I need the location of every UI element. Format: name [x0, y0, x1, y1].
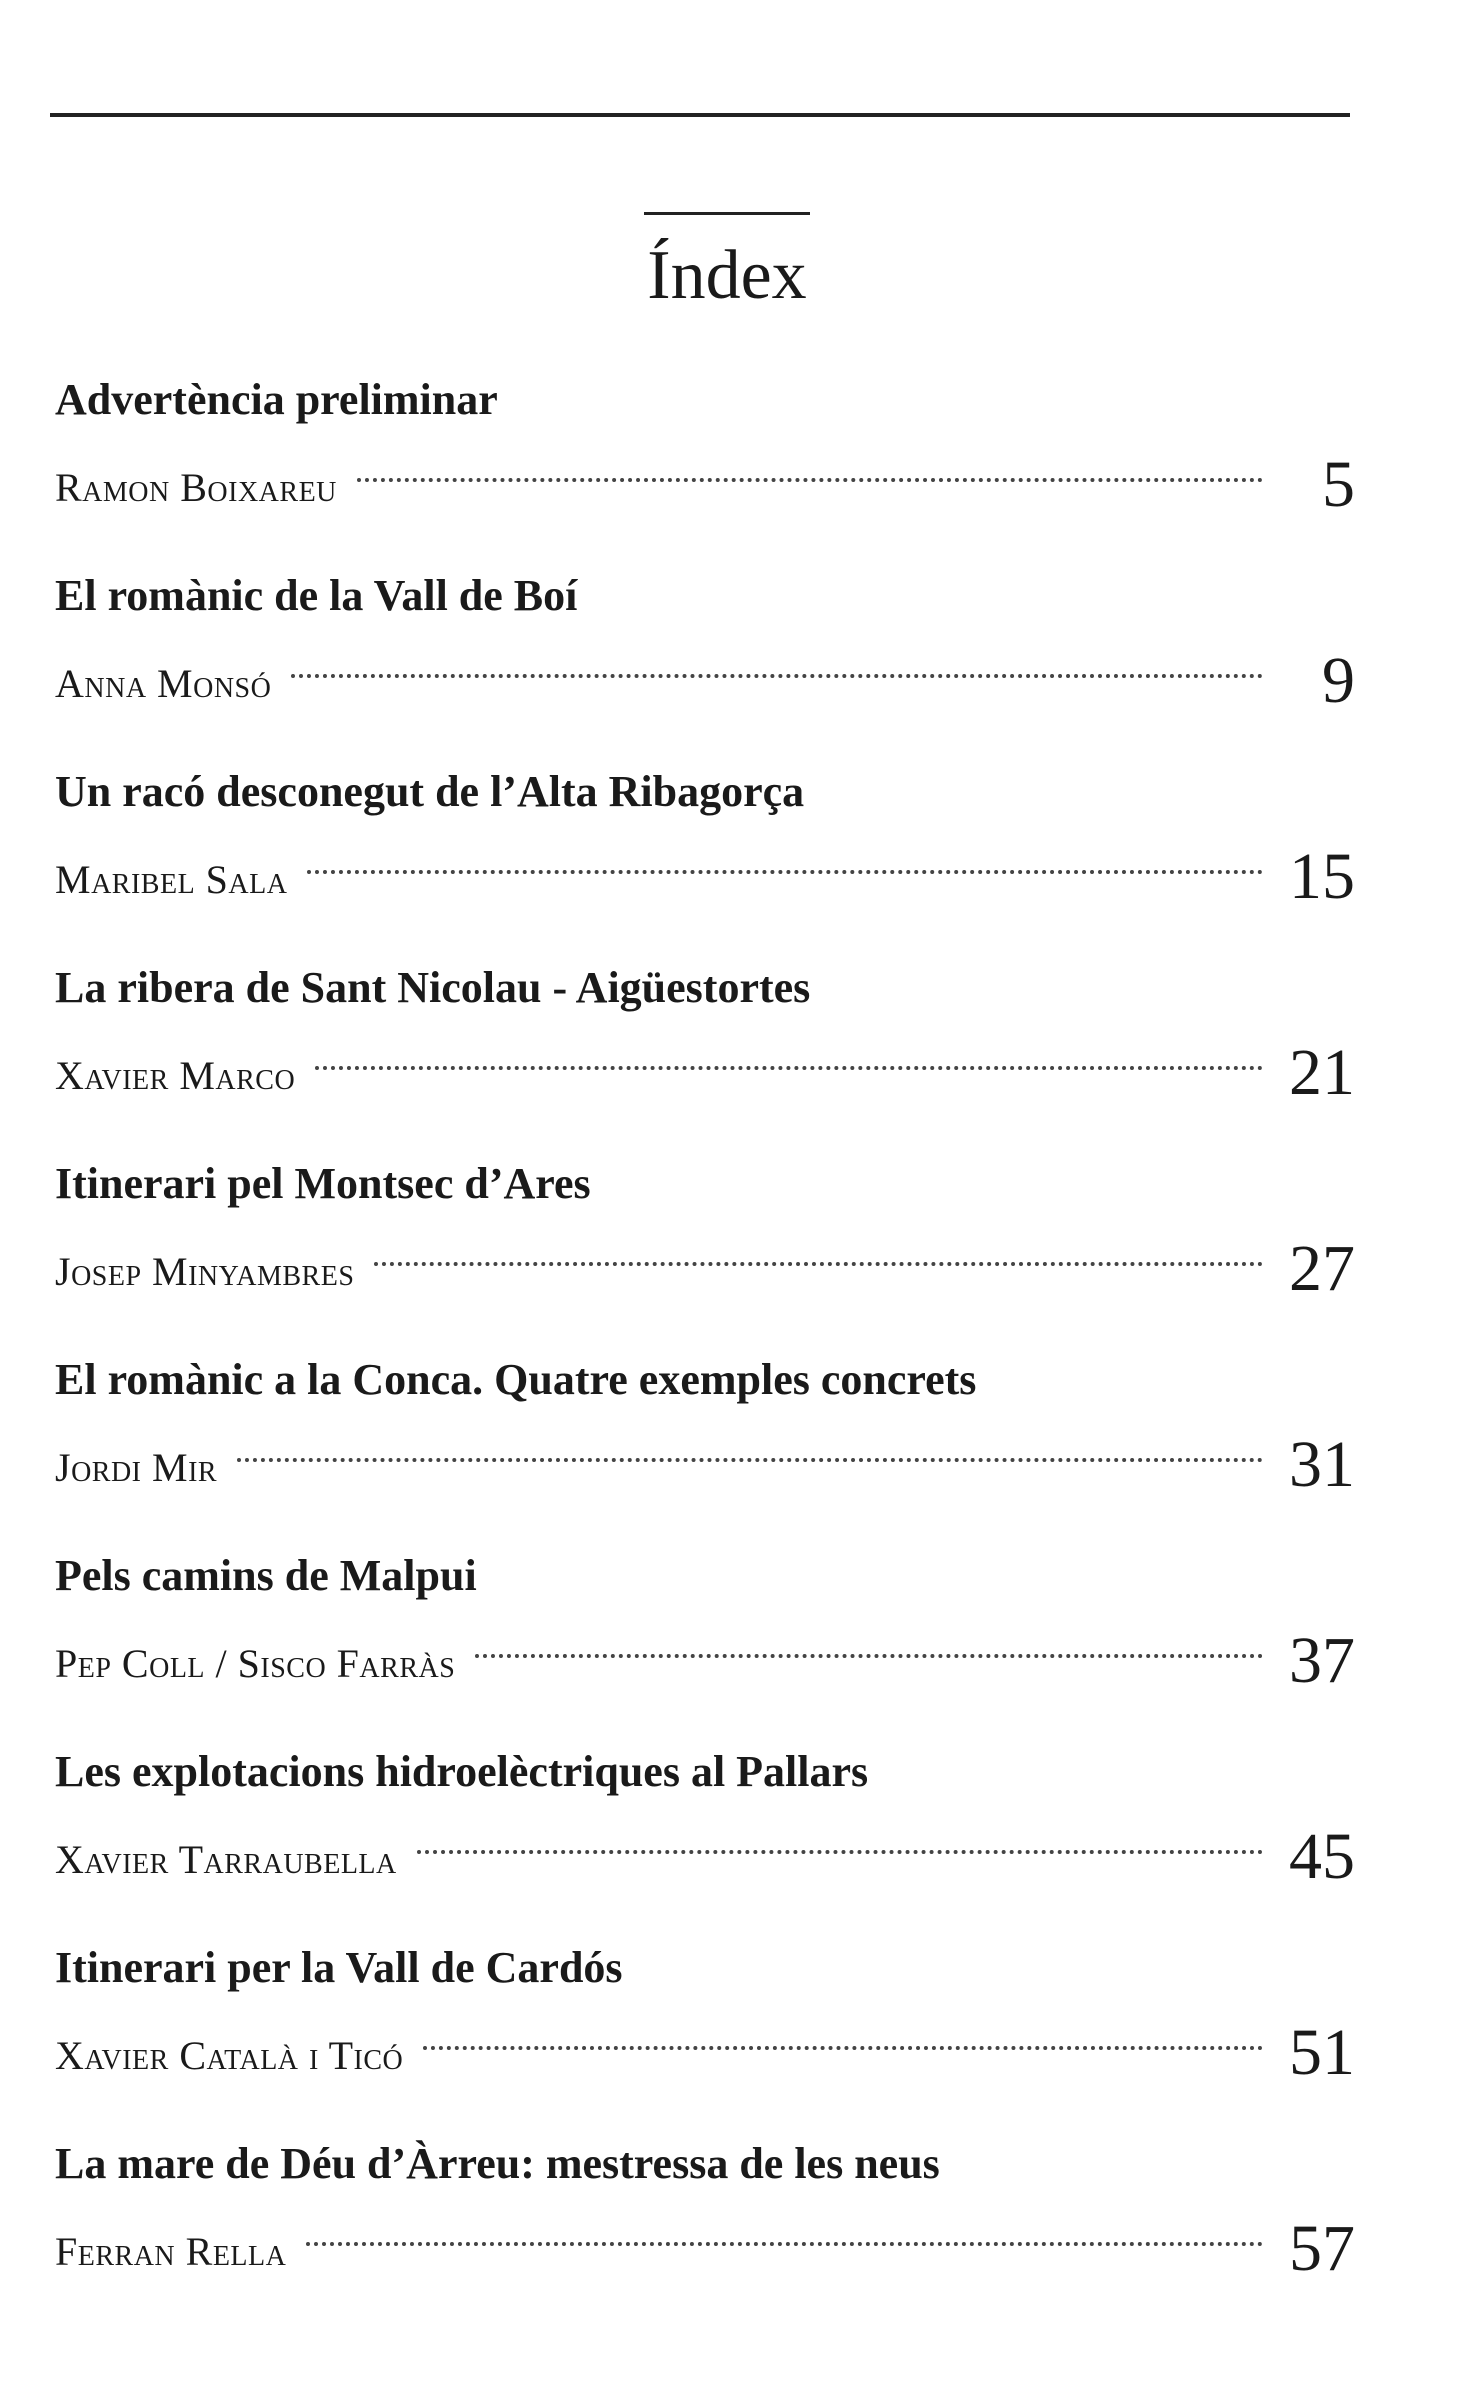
- dot-leader: [417, 1850, 1263, 1854]
- entry-title: El romànic de la Vall de Boí: [55, 571, 578, 620]
- title-rule: [644, 212, 810, 215]
- entry-author: Pep Coll / Sisco Farràs: [55, 1641, 456, 1686]
- entry-title: Advertència preliminar: [55, 375, 498, 424]
- toc-entry: [55, 2140, 1355, 2336]
- toc-entry: [55, 1160, 1355, 1356]
- entry-page-number: 27: [1289, 1232, 1355, 1305]
- entry-title: Pels camins de Malpui: [55, 1551, 477, 1600]
- dot-leader: [291, 674, 1263, 678]
- entry-page-number: 31: [1289, 1428, 1355, 1501]
- toc-entry: [55, 376, 1355, 572]
- dot-leader: [315, 1066, 1263, 1070]
- entry-author: Jordi Mir: [55, 1445, 218, 1490]
- toc-entry: [55, 1748, 1355, 1944]
- entry-title: Un racó desconegut de l’Alta Ribagorça: [55, 767, 805, 816]
- entry-author: Ramon Boixareu: [55, 465, 337, 510]
- title-block: [0, 212, 1466, 314]
- entry-page-number: 57: [1289, 2212, 1355, 2285]
- entry-author: Xavier Català i Ticó: [55, 2033, 404, 2078]
- entry-line: [55, 1814, 1355, 1894]
- entry-author: Anna Monsó: [55, 661, 272, 706]
- entry-page-number: 5: [1322, 448, 1355, 521]
- entry-line: [55, 2010, 1355, 2090]
- toc-entry: [55, 1356, 1355, 1552]
- entry-title: Itinerari per la Vall de Cardós: [55, 1943, 623, 1992]
- entry-page-number: 15: [1289, 840, 1355, 913]
- entry-page-number: 9: [1322, 644, 1355, 717]
- dot-leader: [423, 2046, 1263, 2050]
- entry-line: [55, 2206, 1355, 2286]
- toc-entry: [55, 1944, 1355, 2140]
- entry-title: La ribera de Sant Nicolau - Aigüestortes: [55, 963, 811, 1012]
- entry-line: [55, 1226, 1355, 1306]
- table-of-contents: [55, 376, 1355, 2336]
- entry-title: Itinerari pel Montsec d’Ares: [55, 1159, 591, 1208]
- entry-author: Xavier Marco: [55, 1053, 296, 1098]
- entry-page-number: 37: [1289, 1624, 1355, 1697]
- dot-leader: [307, 870, 1263, 874]
- entry-page-number: 21: [1289, 1036, 1355, 1109]
- dot-leader: [374, 1262, 1263, 1266]
- dot-leader: [237, 1458, 1263, 1462]
- entry-page-number: 45: [1289, 1820, 1355, 1893]
- toc-entry: [55, 768, 1355, 964]
- toc-entry: [55, 572, 1355, 768]
- entry-author: Maribel Sala: [55, 857, 288, 902]
- dot-leader: [306, 2242, 1263, 2246]
- page-title: Índex: [647, 237, 807, 314]
- entry-line: [55, 1618, 1355, 1698]
- entry-author: Josep Minyambres: [55, 1249, 355, 1294]
- dot-leader: [475, 1654, 1263, 1658]
- toc-entry: [55, 1552, 1355, 1748]
- entry-title: El romànic a la Conca. Quatre exemples concrets: [55, 1355, 977, 1404]
- dot-leader: [357, 478, 1263, 482]
- entry-page-number: 51: [1289, 2016, 1355, 2089]
- entry-title: La mare de Déu d’Àrreu: mestressa de les neus: [55, 2139, 940, 2188]
- entry-line: [55, 834, 1355, 914]
- entry-title: Les explotacions hidroelèctriques al Pallars: [55, 1747, 869, 1796]
- entry-author: Xavier Tarraubella: [55, 1837, 397, 1882]
- entry-line: [55, 638, 1355, 718]
- entry-line: [55, 1030, 1355, 1110]
- top-rule: [50, 113, 1350, 117]
- toc-entry: [55, 964, 1355, 1160]
- entry-line: [55, 1422, 1355, 1502]
- entry-author: Ferran Rella: [55, 2229, 287, 2274]
- entry-line: [55, 442, 1355, 522]
